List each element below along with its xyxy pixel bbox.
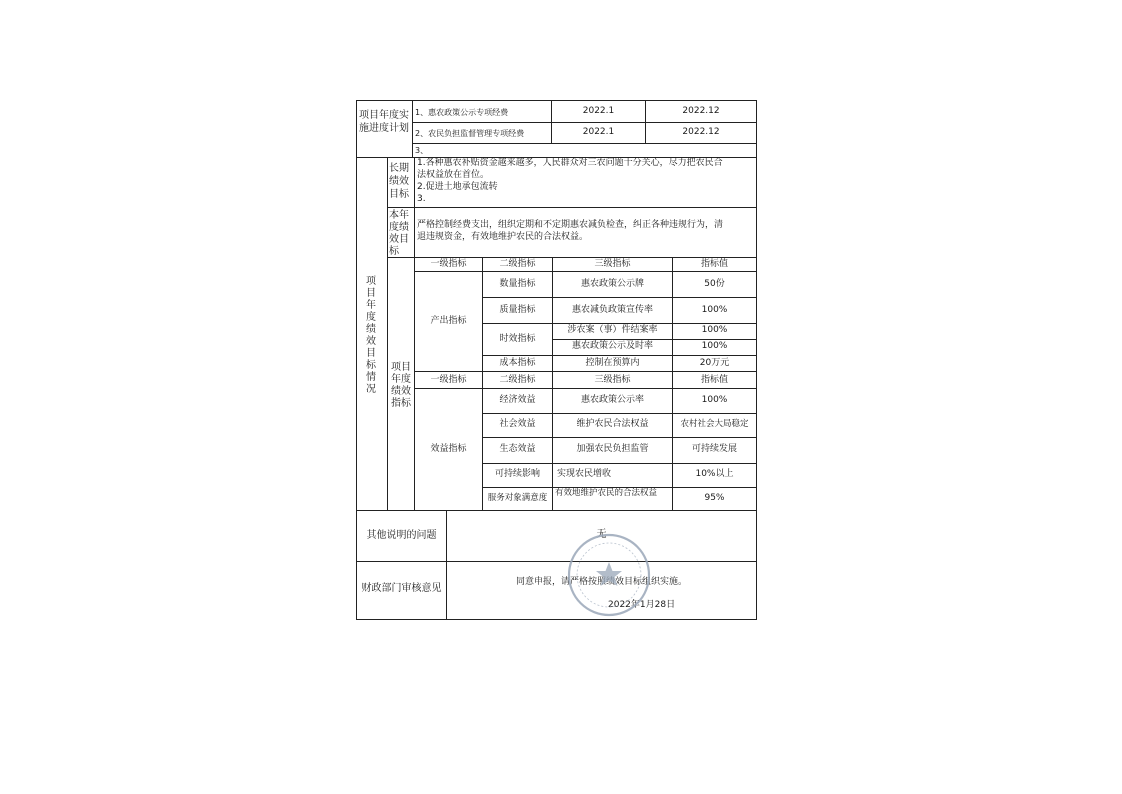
indicator-header2-level1: 一级指标 (430, 375, 467, 385)
table-row-economic-l2: 经济效益 (499, 395, 536, 405)
table-row-quantity-l3: 惠农政策公示牌 (580, 279, 644, 289)
goals-section-label: 项目年度绩效目标情况 (366, 276, 376, 395)
table-row-quality-l3: 惠农减负政策宣传率 (571, 305, 653, 315)
official-seal-stamp (566, 532, 652, 618)
indicator-header-level1: 一级指标 (430, 259, 467, 269)
table-row-ecology-l3: 加强农民负担监管 (576, 444, 649, 454)
table-row-timeliness2-value: 100% (701, 341, 728, 351)
table-row-timeliness-l3: 涉农案（事）件结案率 (567, 325, 658, 335)
table-row-cost-l3: 控制在预算内 (585, 358, 640, 368)
indicator-header-level2: 二级指标 (499, 259, 536, 269)
seal-star (596, 562, 622, 586)
schedule-row-2-start: 2022.1 (582, 127, 615, 137)
table-row-economic-value: 100% (701, 395, 728, 405)
table-row-quality-value: 100% (701, 305, 728, 315)
indicator-header-value: 指标值 (700, 259, 728, 269)
output-indicator-group: 产出指标 (430, 316, 467, 326)
table-row-cost-value: 20万元 (699, 358, 730, 368)
finance-review-date: 2022年1月28日 (608, 600, 676, 610)
schedule-row-1-end: 2022.12 (682, 106, 720, 116)
table-row-quantity-l2: 数量指标 (499, 279, 536, 289)
schedule-row-1-start: 2022.1 (582, 106, 615, 116)
indicator-header-level3: 三级指标 (594, 259, 631, 269)
table-row-ecology-l2: 生态效益 (499, 444, 536, 454)
table-row-sustainable-l2: 可持续影响 (494, 469, 540, 479)
table-row-ecology-value: 可持续发展 (691, 444, 737, 454)
document-page: 项目年度实施进度计划 1、惠农政策公示专项经费 2022.1 2022.12 2、农民负担监督管理专项经费 2022.1 2022.12 3、 项目年度绩效目标情况 长期绩效目标 1.各种惠农补贴资金越来越多，人民群众对三农问题十分关心，尽力把农民合 法权益放在首位。 2.促进土地承包流转 3. 本年度绩效目标 严格控制经费支出，组织定期和不定期惠农减负检查，纠正各种违规行为，清 退违规资金，有效地维护农民的合法权益。 项目年度绩效指标 一级指标 二级指标 三级指标 指标值 产出指标 数量指标 惠农政策公示牌 50份 质量指标 惠农减负政策宣传率 100% 时效指标 涉农案（事）件结案率 100% 惠农政策公示及时率 100% 成本指标 控制在预算内 20万元 一级指标 二级指标 三级指标 指标值 效益指标 经济效益 惠农政策公示率 100% 社会效益 维护农民合法权益 农村社会大局稳定 生态效益 加强农民负担监管 可持续发展 可持续影响 实现农民增收 10%以上 服务对象满意度 有效地维护农民的合法权益 95% 其他说明的问题 无 财政部门审核意见 同意申报，请严格按照绩效目标组织实施。 2022年1月28日 (0, 0, 1122, 794)
indicator-header2-level2: 二级指标 (499, 375, 536, 385)
indicator-header2-level3: 三级指标 (594, 375, 631, 385)
finance-review-label: 财政部门审核意见 (361, 583, 442, 594)
other-issues-label: 其他说明的问题 (366, 530, 437, 541)
schedule-row-3-text: 3、 (415, 146, 429, 155)
other-issues-value: 无 (596, 529, 607, 540)
table-row-social-l2: 社会效益 (499, 419, 536, 429)
annual-goal-label: 本年度绩效目标 (389, 210, 409, 257)
table-row-timeliness-value: 100% (701, 325, 728, 335)
table-row-quality-l2: 质量指标 (499, 305, 536, 315)
long-term-goal-label: 长期绩效目标 (389, 163, 409, 200)
benefit-indicator-group: 效益指标 (430, 444, 467, 454)
schedule-label: 项目年度实施进度计划 (359, 110, 409, 134)
table-row-quantity-value: 50份 (704, 279, 725, 289)
schedule-row-2-text: 2、农民负担监督管理专项经费 (415, 129, 525, 138)
schedule-row-1-text: 1、惠农政策公示专项经费 (415, 108, 509, 117)
table-row-satisfaction-value: 95% (704, 493, 725, 503)
table-row-sustainable-l3: 实现农民增收 (557, 469, 612, 479)
schedule-row-2-end: 2022.12 (682, 127, 720, 137)
table-row-satisfaction-l3: 有效地维护农民的合法权益 (555, 488, 658, 498)
indicator-header2-value: 指标值 (700, 375, 728, 385)
table-row-satisfaction-l2: 服务对象满意度 (487, 493, 548, 503)
table-row-economic-l3: 惠农政策公示率 (580, 395, 644, 405)
table-row-timeliness2-l3: 惠农政策公示及时率 (571, 341, 653, 351)
table-row-social-l3: 维护农民合法权益 (576, 419, 649, 429)
table-row-social-value: 农村社会大局稳定 (680, 419, 749, 429)
finance-review-opinion: 同意申报，请严格按照绩效目标组织实施。 (515, 577, 687, 587)
table-row-timeliness-l2: 时效指标 (499, 334, 536, 344)
table-row-cost-l2: 成本指标 (499, 358, 536, 368)
indicator-section-label: 项目年度绩效指标 (391, 362, 411, 409)
table-row-sustainable-value: 10%以上 (695, 469, 734, 479)
